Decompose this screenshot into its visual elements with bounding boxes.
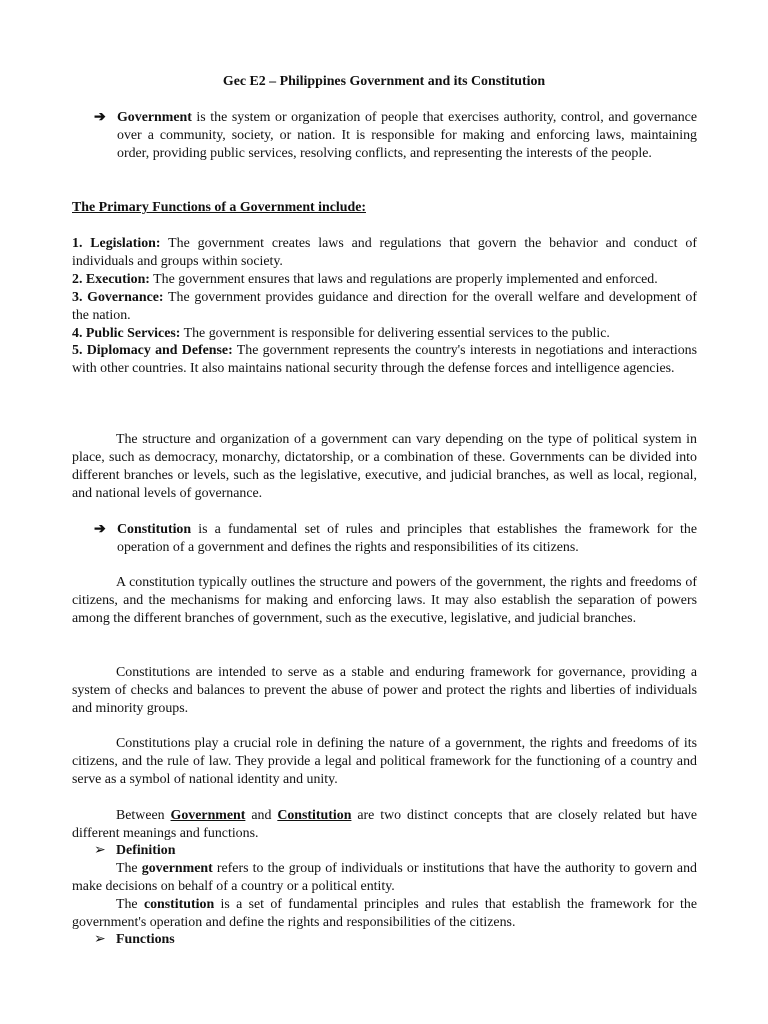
- list-item: 1. Legislation: The government creates laws and regulations that govern the behavior and conduct of individuals and groups within society.: [72, 236, 697, 269]
- structure-paragraph: The structure and organization of a government can vary depending on the type of political system in place, such as democracy, monarchy, dictatorship, or a combination of these. Governments can be divided into different branches or levels, such as the legislative, executive, and judicial branches, as well as local, regional, and national levels of governance.: [72, 432, 697, 501]
- functions-heading: The Primary Functions of a Government include:: [72, 200, 366, 215]
- functions-subheading: ➢ Functions: [94, 932, 175, 947]
- triangle-bullet-icon: ➢: [94, 843, 106, 858]
- constitution-paragraph-3: Constitutions play a crucial role in defining the nature of a government, the rights and freedoms of its citizens, and the rule of law. They provide a legal and political framework for the functioning of a country and serve as a symbol of national identity and unity.: [72, 736, 697, 787]
- functions-list: [72, 235, 697, 378]
- government-link-term: Government: [170, 808, 246, 823]
- constitution-paragraph-2: Constitutions are intended to serve as a stable and enduring framework for governance, providing a system of checks and balances to prevent the abuse of power and protect the rights and liberties of individuals and minority groups.: [72, 665, 697, 716]
- constitution-paragraph-1: A constitution typically outlines the structure and powers of the government, the rights and freedoms of citizens, and the mechanisms for making and enforcing laws. It may also establish the separation of powers among the different branches of government, such as the executive, legislative, and judicial branches.: [72, 575, 697, 626]
- between-paragraph: Between Government and Constitution are two distinct concepts that are closely related but have different meanings and functions.: [72, 808, 697, 841]
- government-definition: [94, 109, 697, 163]
- constitution-definition: [94, 521, 697, 557]
- arrow-bullet-icon: ➔: [94, 110, 106, 125]
- list-item: 5. Diplomacy and Defense: The government represents the country's interests in negotiations and interactions with other countries. It also maintains national security through the defense forces and intelligence agencies.: [72, 343, 697, 377]
- definition-subheading: ➢ Definition: [94, 843, 176, 858]
- page-title: Gec E2 – Philippines Government and its Constitution: [222, 74, 546, 89]
- definition-government: The government refers to the group of individuals or institutions that have the authority to govern and make decisions on behalf of a country or a political entity.: [72, 861, 697, 894]
- government-term: Government: [117, 110, 192, 125]
- list-item: 4. Public Services: The government is responsible for delivering essential services to the public.: [72, 325, 610, 341]
- list-item: 2. Execution: The government ensures that laws and regulations are properly implemented and enforced.: [72, 271, 658, 287]
- government-definition-text: is the system or organization of people that exercises authority, control, and governance over a community, society, or nation. It is responsible for making and enforcing laws, maintaining order, providing public services, resolving conflicts, and representing the interests of the people.: [117, 110, 697, 161]
- list-item: 3. Governance: The government provides guidance and direction for the overall welfare and development of the nation.: [72, 289, 697, 323]
- constitution-link-term: Constitution: [277, 808, 352, 823]
- triangle-bullet-icon: ➢: [94, 932, 106, 947]
- definition-constitution: The constitution is a set of fundamental principles and rules that establish the framework for the government's operation and define the rights and responsibilities of the citizens.: [72, 897, 697, 930]
- arrow-bullet-icon: ➔: [94, 522, 106, 537]
- constitution-definition-text: is a fundamental set of rules and principles that establishes the framework for the operation of a government and defines the rights and responsibilities of its citizens.: [117, 522, 697, 555]
- constitution-term: Constitution: [117, 522, 192, 537]
